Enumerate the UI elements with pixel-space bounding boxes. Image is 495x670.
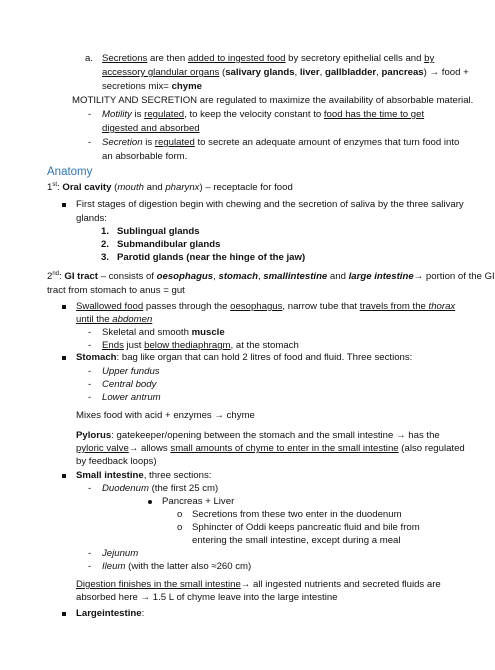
- gland-sublingual: Sublingual glands: [117, 226, 200, 237]
- gi-tract-line-2: tract from stomach to anus = gut: [47, 285, 185, 296]
- ends-line: Ends just below thediaphragm, at the stomach: [102, 340, 299, 351]
- intro-line-a2: accessory glandular organs (salivary glands, liver, gallbladder, pancreas) → food +: [102, 67, 469, 78]
- secretion-line-2: an absorbable form.: [102, 151, 188, 162]
- arrow-icon: →: [214, 410, 224, 421]
- mixes-line: Mixes food with acid + enzymes → chyme: [76, 410, 255, 421]
- motility-line-1: Motility is regulated, to keep the velocity constant to food has the time to get: [102, 109, 425, 120]
- dash-marker: -: [88, 366, 92, 377]
- dash-marker: -: [88, 392, 92, 403]
- arrow-icon: →: [429, 67, 440, 78]
- square-bullet-icon: [62, 203, 66, 207]
- duodenum-line: Duodenum (the first 25 cm): [102, 483, 219, 494]
- digestion-line-1: Digestion finishes in the small intestine→ all ingested nutrients and secreted fluids are: [76, 579, 441, 590]
- list-marker-o: o: [177, 509, 183, 520]
- secretions-enter-line: Secretions from these two enter in the duodenum: [192, 509, 402, 520]
- intro-line-a1: Secretions are then added to ingested food by secretory epithelial cells and by: [102, 53, 435, 64]
- jejunum-line: Jejunum: [102, 548, 139, 559]
- pylorus-line-3: by feedback loops): [76, 456, 157, 467]
- skeletal-line: Skeletal and smooth muscle: [102, 327, 225, 338]
- square-bullet-icon: [62, 356, 66, 360]
- gi-tract-line-1: 2nd: GI tract – consists of oesophagus, stomach, smallintestine and large intestine→ portion of the GI: [47, 270, 495, 282]
- list-number: 3.: [101, 252, 110, 263]
- list-marker-a: a.: [85, 53, 94, 64]
- sphincter-line-2: entering the small intestine, except during a meal: [192, 535, 401, 546]
- anatomy-heading: Anatomy: [47, 166, 93, 178]
- arrow-icon: →: [413, 271, 424, 282]
- secretion-line-1: Secretion is regulated to secrete an adequate amount of enzymes that turn food into: [102, 137, 460, 148]
- square-bullet-icon: [62, 612, 66, 616]
- swallow-line-2: until the abdomen: [76, 314, 153, 325]
- gland-parotid: Parotid glands (near the hinge of the jaw): [117, 252, 306, 263]
- list-number: 2.: [101, 239, 110, 250]
- stomach-section-body: Central body: [102, 379, 157, 390]
- small-intestine-line: Small intestine, three sections:: [76, 470, 212, 481]
- motility-line-2: digested and absorbed: [102, 123, 200, 134]
- stages-line-2: glands:: [76, 213, 107, 224]
- swallow-line-1: Swallowed food passes through the oesophagus, narrow tube that travels from the thorax: [76, 301, 456, 312]
- stomach-section-fundus: Upper fundus: [102, 366, 160, 377]
- gland-submandibular: Submandibular glands: [117, 239, 221, 250]
- round-bullet-icon: [148, 500, 152, 504]
- dash-marker: -: [88, 109, 92, 120]
- sphincter-line-1: Sphincter of Oddi keeps pancreatic fluid and bile from: [192, 522, 420, 533]
- dash-marker: -: [88, 327, 92, 338]
- dash-marker: -: [88, 561, 92, 572]
- arrow-icon: →: [140, 592, 151, 603]
- dash-marker: -: [88, 137, 92, 148]
- stomach-section-antrum: Lower antrum: [102, 392, 161, 403]
- arrow-icon: →: [396, 430, 406, 441]
- large-intestine-line: Largeintestine:: [76, 608, 145, 619]
- oral-cavity-line: 1st: Oral cavity (mouth and pharynx) – receptacle for food: [47, 181, 293, 193]
- stomach-line: Stomach: bag like organ that can hold 2 litres of food and fluid. Three sections:: [76, 352, 413, 363]
- motility-secretion-statement: MOTILITY AND SECRETION are regulated to maximize the availability of absorbable material.: [72, 95, 474, 106]
- square-bullet-icon: [62, 474, 66, 478]
- digestion-line-2: absorbed here → 1.5 L of chyme leave into the large intestine: [76, 592, 338, 603]
- dash-marker: -: [88, 483, 92, 494]
- square-bullet-icon: [62, 305, 66, 309]
- list-marker-o: o: [177, 522, 183, 533]
- dash-marker: -: [88, 379, 92, 390]
- pylorus-line-2: pyloric valve→ allows small amounts of chyme to enter in the small intestine (also regulated: [76, 443, 465, 454]
- list-number: 1.: [101, 226, 110, 237]
- intro-line-a3: secretions mix= chyme: [102, 81, 202, 92]
- ileum-line: Ileum (with the latter also ≈260 cm): [102, 561, 252, 572]
- pylorus-line-1: Pylorus: gatekeeper/opening between the stomach and the small intestine → has the: [76, 430, 440, 441]
- arrow-icon: →: [128, 443, 139, 454]
- dash-marker: -: [88, 340, 92, 351]
- arrow-icon: →: [240, 579, 251, 590]
- dash-marker: -: [88, 548, 92, 559]
- pancreas-liver-line: Pancreas + Liver: [162, 496, 235, 507]
- stages-line-1: First stages of digestion begin with chewing and the secretion of saliva by the three salivary: [76, 199, 464, 210]
